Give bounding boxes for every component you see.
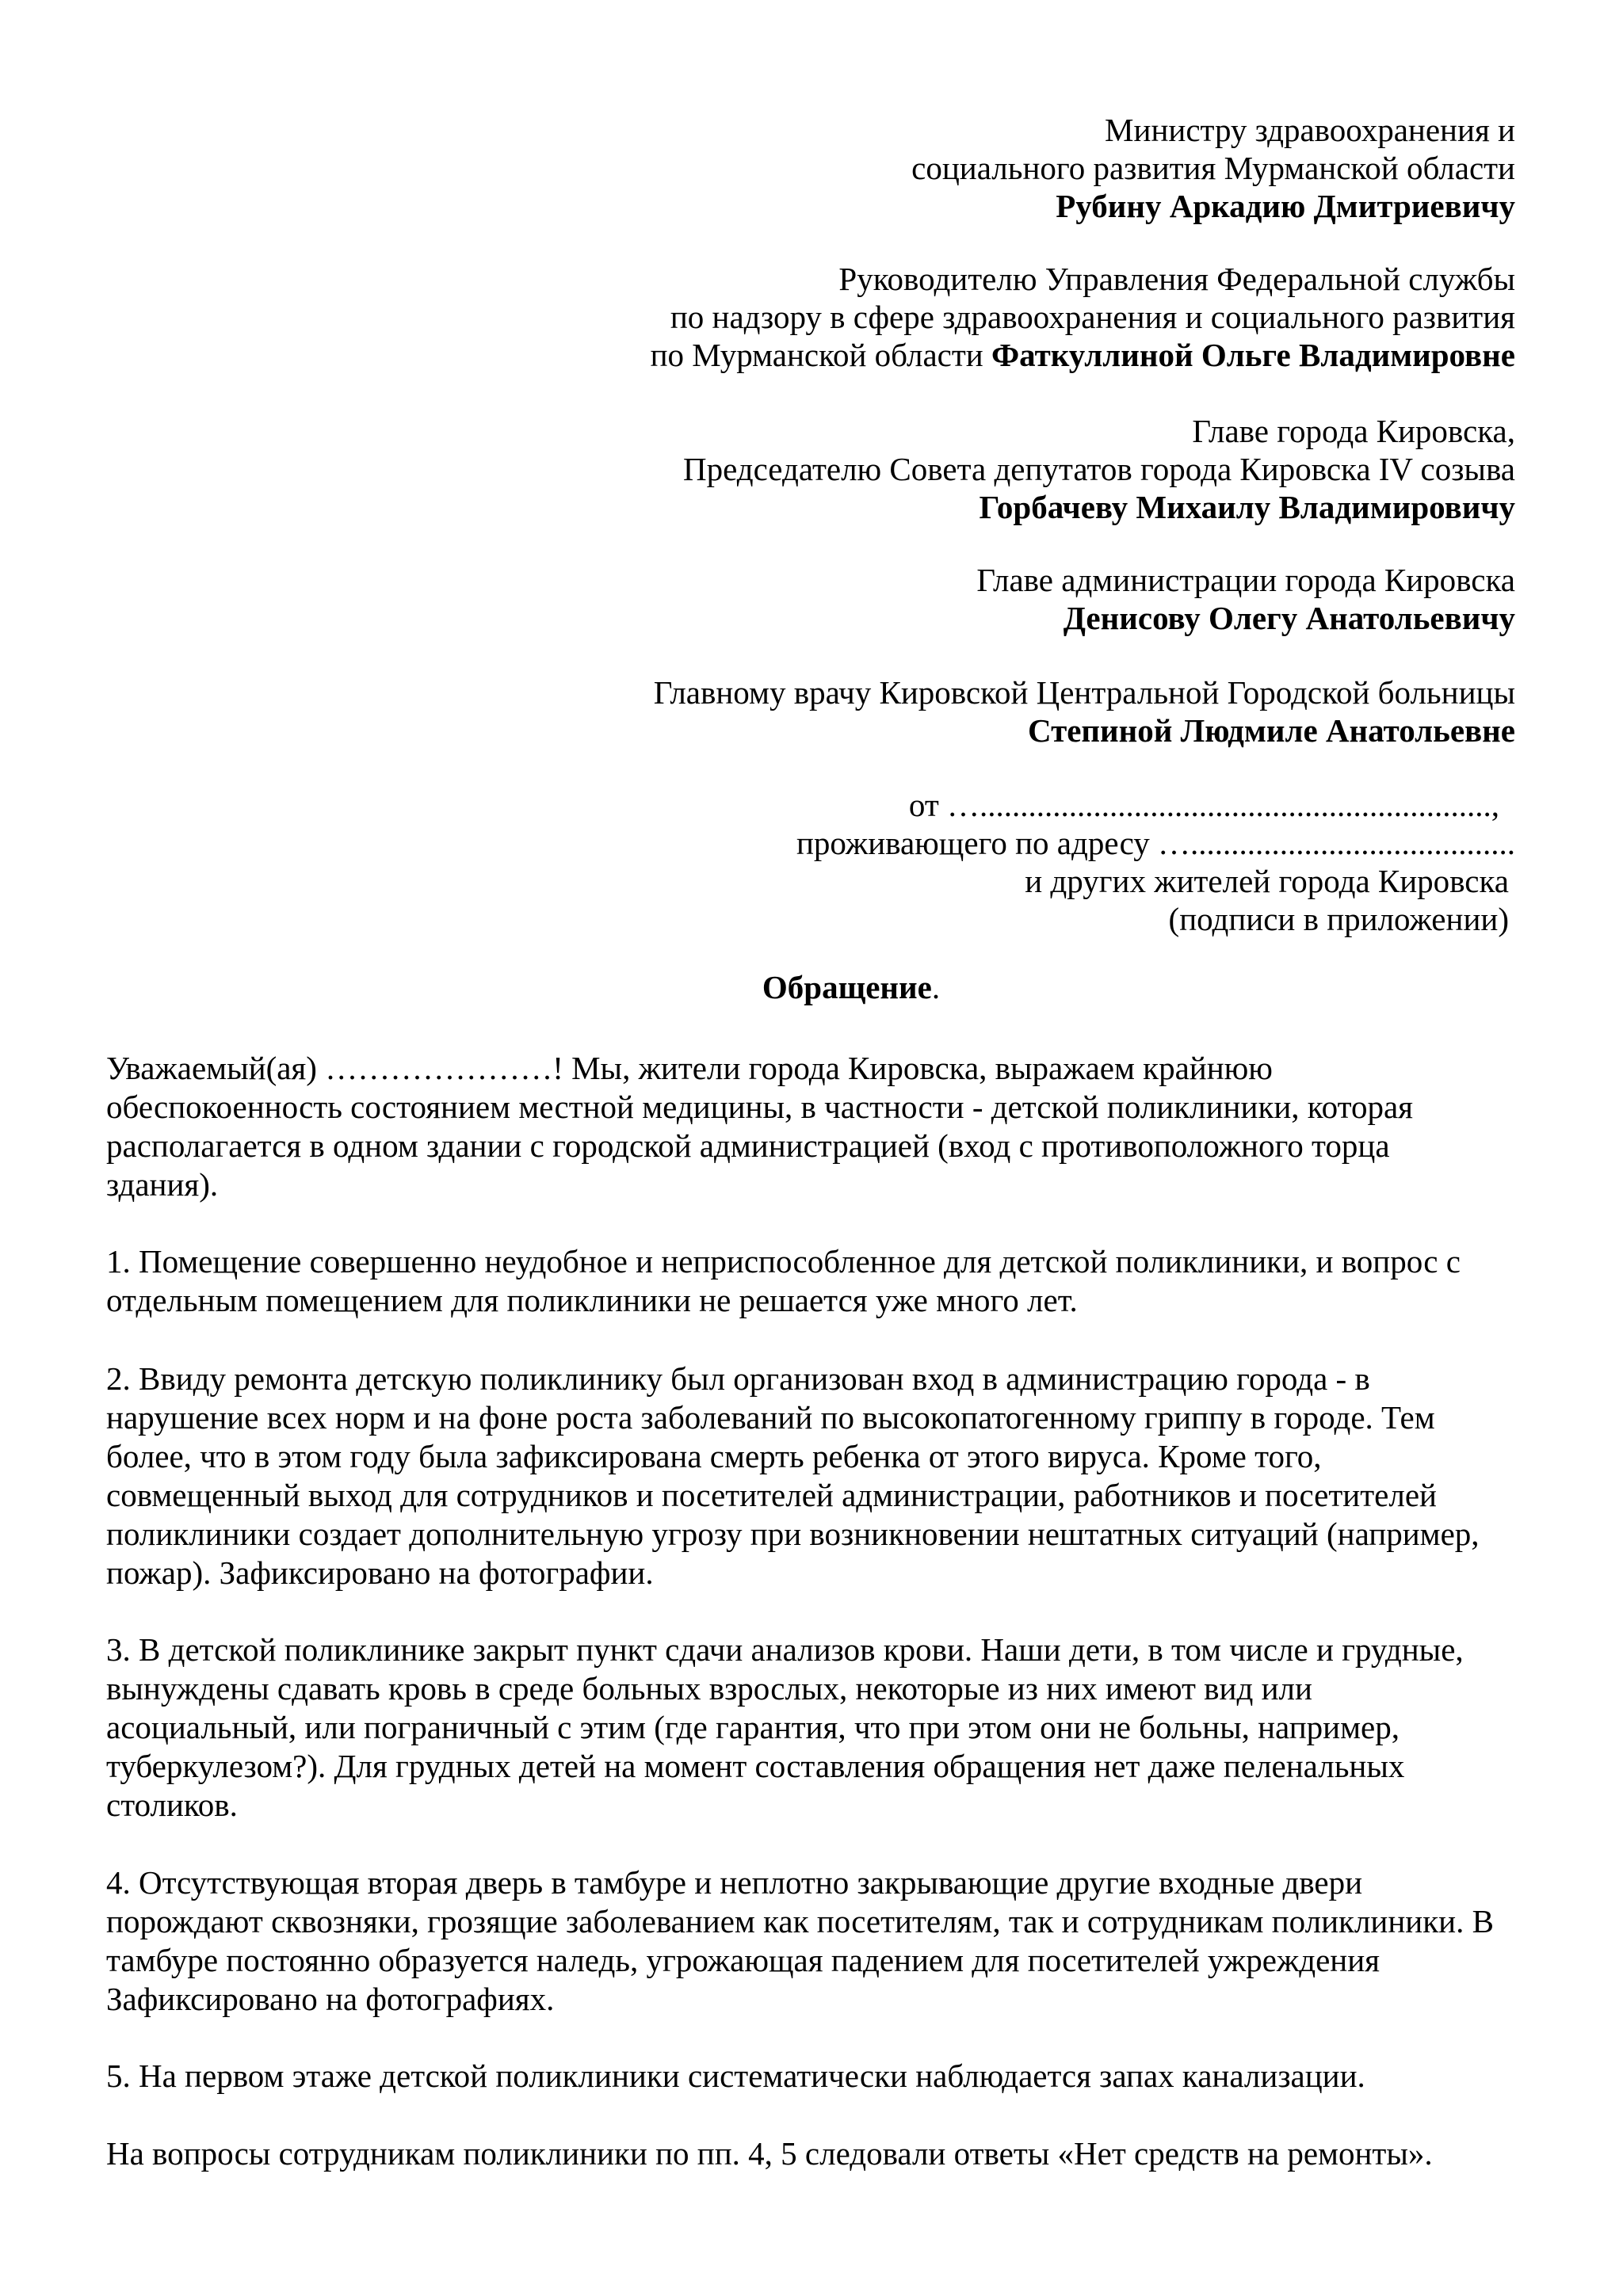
- sender-from-line: от …...............................................................,: [908, 787, 1499, 823]
- paragraph-line: асоциальный, или пограничный с этим (где гарантия, что при этом они не больны, например,: [106, 1709, 1400, 1745]
- recipient-line: Председателю Совета депутатов города Кировска IV созыва: [682, 451, 1515, 487]
- paragraph-line: 3. В детской поликлинике закрыт пункт сдачи анализов крови. Наши дети, в том числе и грудные,: [106, 1631, 1464, 1668]
- sender-address-line: проживающего по адресу …........................................: [796, 825, 1515, 861]
- sender-signatures-line: (подписи в приложении): [1168, 901, 1509, 937]
- paragraph-item-5: [106, 2057, 1533, 2096]
- recipient-line: по Мурманской области: [650, 337, 991, 373]
- paragraph-line: обеспокоенность состоянием местной медицины, в частности - детской поликлиники, которая: [106, 1089, 1414, 1125]
- paragraph-line: 2. Ввиду ремонта детскую поликлинику был организован вход в администрацию города - в: [106, 1360, 1370, 1397]
- paragraph-line: отдельным помещением для поликлиники не решается уже много лет.: [106, 1282, 1078, 1318]
- recipient-line: Главе администрации города Кировска: [976, 562, 1515, 598]
- paragraph-item-2: [106, 1360, 1533, 1592]
- paragraph-closing: [106, 2134, 1533, 2173]
- recipient-head-of-city: [485, 412, 1515, 526]
- paragraph-line: 5. На первом этаже детской поликлиники систематически наблюдается запах канализации.: [106, 2058, 1365, 2094]
- title-punctuation: .: [931, 969, 941, 1005]
- recipient-name: Рубину Аркадию Дмитриевичу: [1056, 188, 1515, 224]
- paragraph-line: более, что в этом году была зафиксирована смерть ребенка от этого вируса. Кроме того,: [106, 1438, 1322, 1474]
- recipient-line: Главе города Кировска,: [1192, 413, 1515, 449]
- paragraph-item-1: [106, 1242, 1533, 1320]
- recipient-line: Главному врачу Кировской Центральной Городской больницы: [653, 674, 1515, 711]
- paragraph-line: туберкулезом?). Для грудных детей на момент составления обращения нет даже пеленальных: [106, 1748, 1405, 1784]
- paragraph-line: поликлиники создает дополнительную угрозу при возникновении нештатных ситуаций (например,: [106, 1516, 1480, 1552]
- paragraph-line: Уважаемый(ая) …………………! Мы, жители города Кировска, выражаем крайнюю: [106, 1050, 1273, 1086]
- paragraph-line: Зафиксировано на фотографиях.: [106, 1981, 555, 2017]
- recipient-line: Руководителю Управления Федеральной службы: [838, 261, 1515, 297]
- paragraph-intro: [106, 1049, 1533, 1204]
- title-text: Обращение: [762, 969, 932, 1005]
- paragraph-line: располагается в одном здании с городской администрацией (вход с противоположного торца: [106, 1127, 1390, 1164]
- recipient-mixed-line: [485, 336, 1515, 374]
- recipient-line: Министру здравоохранения и: [1105, 112, 1515, 148]
- sender-others-line: и других жителей города Кировска: [1025, 863, 1509, 899]
- recipient-name: Горбачеву Михаилу Владимировичу: [979, 489, 1515, 525]
- paragraph-line: На вопросы сотрудникам поликлиники по пп. 4, 5 следовали ответы «Нет средств на ремонты».: [106, 2135, 1433, 2172]
- paragraph-line: 1. Помещение совершенно неудобное и неприспособленное для детской поликлиники, и вопрос с: [106, 1243, 1461, 1280]
- document-title: [0, 968, 1623, 1006]
- recipient-minister-health: [485, 111, 1515, 225]
- paragraph-line: совмещенный выход для сотрудников и посетителей администрации, работников и посетителей: [106, 1477, 1437, 1513]
- paragraph-item-4: [106, 1863, 1533, 2019]
- recipient-head-of-administration: [485, 561, 1515, 637]
- recipient-chief-doctor: [485, 673, 1515, 749]
- recipient-line: социального развития Мурманской области: [911, 150, 1515, 186]
- recipient-name: Денисову Олегу Анатольевичу: [1063, 600, 1515, 636]
- paragraph-line: тамбуре постоянно образуется наледь, угрожающая падением для посетителей ужреждения: [106, 1942, 1381, 1978]
- recipient-name: Фаткуллиной Ольге Владимировне: [991, 337, 1515, 373]
- paragraph-line: пожар). Зафиксировано на фотографии.: [106, 1554, 654, 1591]
- paragraph-line: 4. Отсутствующая вторая дверь в тамбуре и неплотно закрывающие другие входные двери: [106, 1864, 1363, 1901]
- recipient-roszdravnadzor: [485, 260, 1515, 374]
- paragraph-line: столиков.: [106, 1787, 238, 1823]
- paragraph-line: здания).: [106, 1166, 219, 1203]
- recipient-line: по надзору в сфере здравоохранения и социального развития: [670, 299, 1515, 335]
- paragraph-line: порождают сквозняки, грозящие заболеванием как посетителям, так и сотрудникам поликлиники. В: [106, 1903, 1494, 1939]
- paragraph-item-3: [106, 1630, 1533, 1825]
- paragraph-line: вынуждены сдавать кровь в среде больных взрослых, некоторые из них имеют вид или: [106, 1670, 1312, 1707]
- paragraph-line: нарушение всех норм и на фоне роста заболеваний по высокопатогенному гриппу в городе. Тем: [106, 1399, 1435, 1436]
- sender-block: [485, 786, 1515, 938]
- recipient-name: Степиной Людмиле Анатольевне: [1028, 712, 1515, 749]
